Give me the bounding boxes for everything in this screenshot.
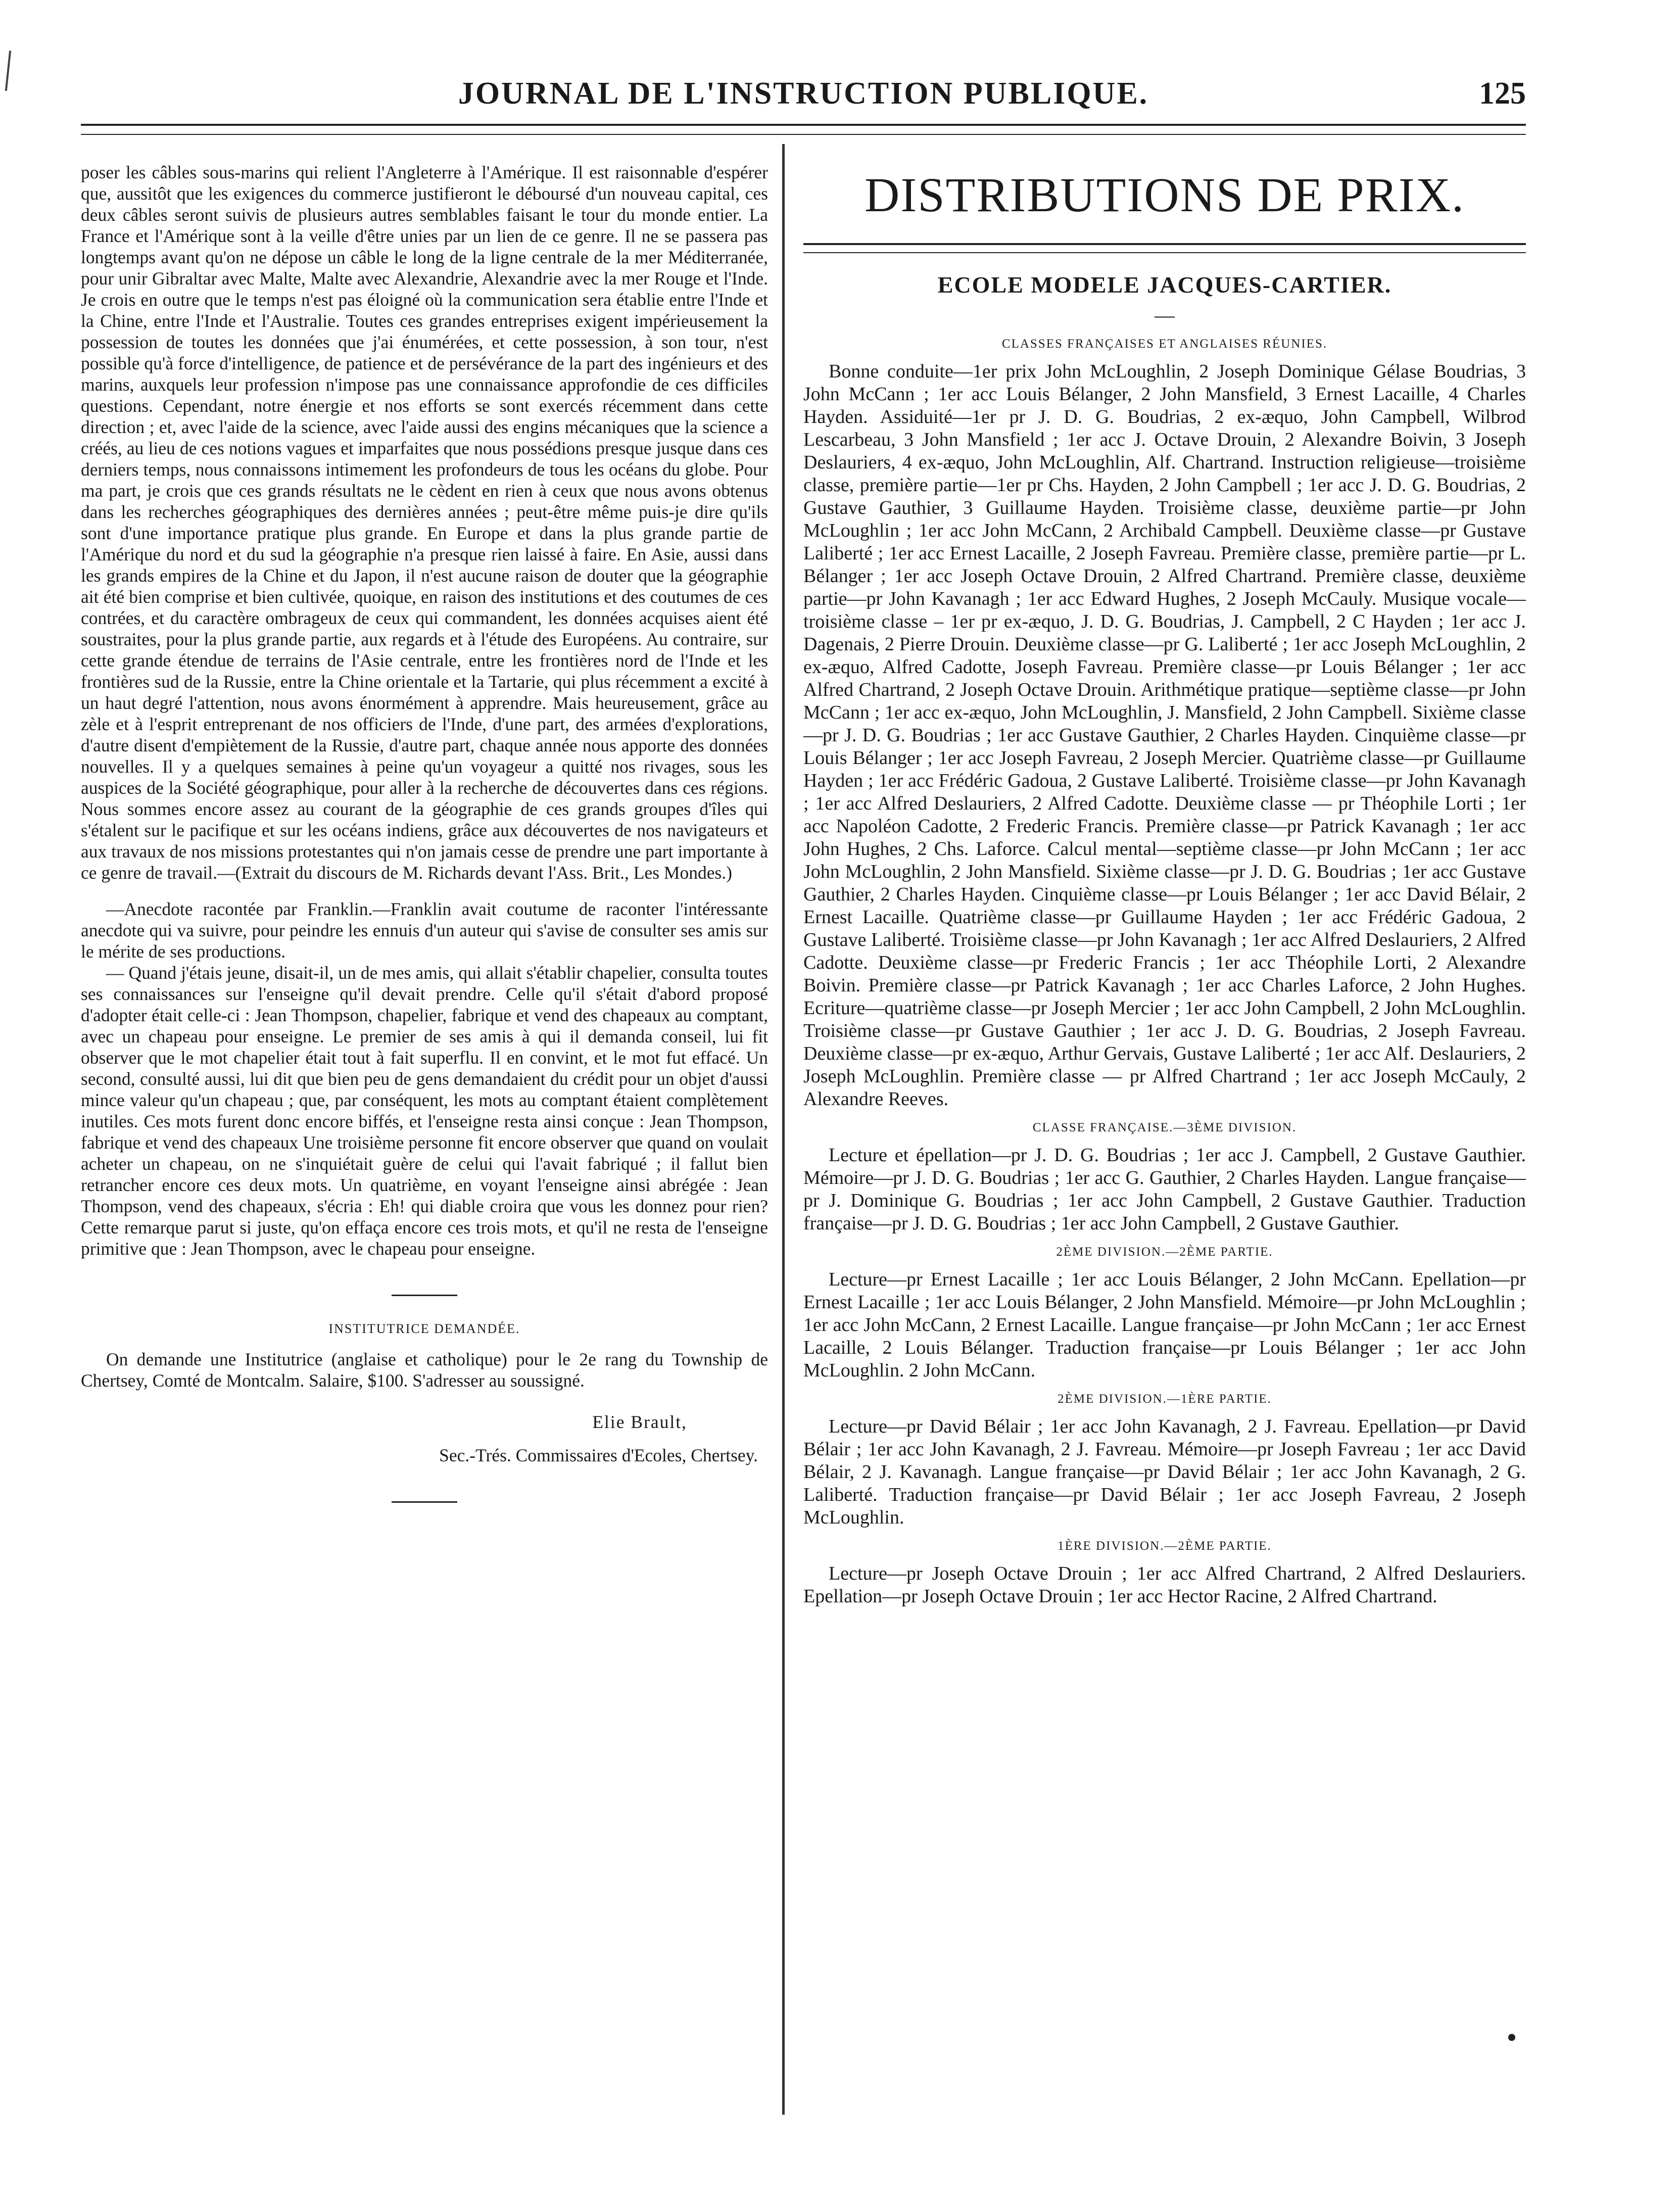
prize-list: Lecture—pr Ernest Lacaille ; 1er acc Louis Bélanger, 2 John McCann. Epellation—pr Ernest Lacaille ; 1er acc Louis Bélanger, 2 John Mansfield. Mémoire—pr John McLoughlin ; 1er acc John McCann, 2 Ernest Lacaille. Langue française—pr John McCann ; 1er acc Ernest Lacaille, 2 Louis Bélanger. Traduction française—pr Louis Bélanger ; 1er acc John McLoughlin. 2 John McCann.: [803, 1269, 1526, 1381]
prize-list: Lecture—pr Joseph Octave Drouin ; 1er acc Alfred Chartrand, 2 Alfred Deslauriers. Epellation—pr Joseph Octave Drouin ; 1er acc Hector Racine, 2 Alfred Chartrand.: [803, 1563, 1526, 1607]
right-column: [803, 162, 1526, 1608]
page-edge-mark: [5, 51, 11, 91]
section-label: CLASSE FRANÇAISE.—3ÈME DIVISION.: [1032, 1121, 1297, 1134]
section-label: CLASSES FRANÇAISES ET ANGLAISES RÉUNIES.: [1001, 337, 1328, 351]
prize-list: Bonne conduite—1er prix John McLoughlin, 2 Joseph Dominique Gélase Boudrias, 3 John McCann ; 1er acc Louis Bélanger, 2 John Mansfield, 3 Ernest Lacaille, 4 Charles Hayden. Assiduité—1er pr J. D. G. Boudrias, 2 ex-æquo, John Campbell, Wilbrod Lescarbeau, 3 John Mansfield ; 1er acc J. Octave Drouin, 2 Alexandre Boivin, 3 Joseph Deslauriers, 4 ex-æquo, John McLoughlin, Alf. Chartrand. Instruction religieuse—troisième classe, première partie—1er pr Chs. Hayden, 2 John Campbell ; 1er acc J. D. G. Boudrias, 2 Gustave Gauthier, 3 Guillaume Hayden. Troisième classe, deuxième partie—pr John McLoughlin ; 1er acc John McCann, 2 Archibald Campbell. Deuxième classe—pr Gustave Laliberté ; 1er acc Ernest Lacaille, 2 Joseph Favreau. Première classe, première partie—pr L. Bélanger ; 1er acc Joseph Octave Drouin, 2 Alfred Chartrand. Première classe, deuxième partie—pr John Kavanagh ; 1er acc Edward Hughes, 2 Joseph McCauly. Musique vocale—troisième classe – 1er pr ex-æquo, J. D. G. Boudrias, J. Campbell, 2 C Hayden ; 1er acc J. Dagenais, 2 Pierre Drouin. Deuxième classe—pr G. Laliberté ; 1er acc Joseph McLoughlin, 2 ex-æquo, Alfred Cadotte, Joseph Favreau. Première classe—pr Louis Bélanger ; 1er acc Alfred Chartrand, 2 Joseph Octave Drouin. Arithmétique pratique—septième classe—pr John McCann ; 1er acc ex-æquo, John McLoughlin, J. Mansfield, 2 John Campbell. Sixième classe—pr J. D. G. Boudrias ; 1er acc Gustave Gauthier, 2 Charles Hayden. Cinquième classe—pr Louis Bélanger ; 1er acc Joseph Favreau, 2 Joseph Mercier. Quatrième classe—pr Guillaume Hayden ; 1er acc Frédéric Gadoua, 2 Gustave Laliberté. Troisième classe—pr John Kavanagh ; 1er acc Alfred Deslauriers, 2 Alfred Cadotte. Deuxième classe — pr Théophile Lorti ; 1er acc Napoléon Cadotte, 2 Frederic Francis. Première classe—pr Patrick Kavanagh ; 1er acc John Hughes, 2 Chs. Laforce. Calcul mental—septième classe—pr John McCann ; 1er acc John McLoughlin, 2 John Mansfield. Sixième classe—pr J. D. G. Boudrias ; 1er acc Gustave Gauthier, 2 Charles Hayden. Cinquième classe—pr Louis Bélanger ; 1er acc David Bélair, 2 Ernest Lacaille. Quatrième classe—pr Guillaume Hayden ; 1er acc Frédéric Gadoua, 2 Gustave Laliberté. Troisième classe—pr John Kavanagh ; 1er acc Alfred Deslauriers, 2 Alfred Cadotte. Deuxième classe—pr Frederic Francis ; 1er acc Théophile Lorti, 2 Alexandre Boivin. Première classe—pr Patrick Kavanagh ; 1er acc Charles Laforce, 2 John Hughes. Ecriture—quatrième classe—pr Joseph Mercier ; 1er acc John Campbell, 2 John McLoughlin. Troisième classe—pr Gustave Gauthier ; 1er acc J. D. G. Boudrias, 2 Joseph Favreau. Deuxième classe—pr ex-æquo, Arthur Gervais, Gustave Laliberté ; 1er acc Alf. Deslauriers, 2 Joseph McLoughlin. Première classe — pr Alfred Chartrand ; 1er acc Joseph McCauly, 2 Alexandre Reeves.: [803, 361, 1526, 1110]
section-label: 2ÈME DIVISION.—1ÈRE PARTIE.: [1058, 1392, 1272, 1406]
ink-dot: [1508, 2034, 1515, 2041]
section-title: DISTRIBUTIONS DE PRIX.: [864, 168, 1465, 222]
section-divider: [392, 1295, 457, 1296]
title-dash: —: [1155, 304, 1175, 326]
notice-text: On demande une Institutrice (anglaise et catholique) pour le 2e rang du Township de Chertsey, Comté de Montcalm. Salaire, $100. S'adresser au soussigné.: [81, 1349, 768, 1391]
signature-name: Elie Brault,: [592, 1412, 687, 1432]
section-label: 1ÈRE DIVISION.—2ÈME PARTIE.: [1058, 1539, 1272, 1553]
left-column: [81, 162, 768, 1528]
column-divider: [782, 144, 785, 2115]
running-title: JOURNAL DE L'INSTRUCTION PUBLIQUE.: [458, 76, 1149, 111]
article-geography: poser les câbles sous-marins qui relient l'Angleterre à l'Amérique. Il est raisonnable d'espérer que, aussitôt que les exigences du commerce justifieront le déboursé d'un nouveau capital, ces deux câbles seront suivis de plusieurs autres semblables faisant le tour du monde entier. La France et l'Amérique sont à la veille d'être unies par un lien de ce genre. Il ne se passera pas longtemps avant qu'on ne dépose un câble le long de la ligne centrale de la mer Méditerranée, pour unir Gibraltar avec Malte, Malte avec Alexandrie, Alexandrie avec la mer Rouge et l'Inde. Je crois en outre que le temps n'est pas éloigné où la communication sera établie entre l'Inde et la Chine, entre l'Inde et l'Australie. Toutes ces grandes entreprises exigent impérieusement la possession de toutes les données que j'ai énumérées, et cette possession, à son tour, n'est possible qu'à force d'intelligence, de patience et de persévérance de la part des ingénieurs et des marins, auxquels leur profession n'impose pas une connaissance approfondie de ces difficiles questions. Cependant, notre énergie et nos efforts se sont exercés récemment dans cette direction ; et, avec l'aide de la science, avec l'aide aussi des engins mécaniques que la science a créés, au lieu de ces notions vagues et imparfaites que nous possédions presque jusque dans ces derniers temps, nous connaissons intimement les profondeurs de tous les océans du globe. Pour ma part, je crois que ces grands résultats ne le cèdent en rien à ceux que nous avons obtenus dans les recherches géographiques des dernières années ; peut-être même puis-je dire qu'ils sont d'une importance pratique plus grande. En Europe et dans la plus grande partie de l'Amérique du nord et du sud la géographie n'a presque rien laissé à faire. En Asie, aussi dans les grands empires de la Chine et du Japon, il n'est aucune raison de douter que la géographie ait été bien comprise et bien cultivée, quoique, en raison des institutions et des coutumes de ces contrées, et du caractère ombrageux de ceux qui commandent, les données acquises aient été soustraites, pour la plus grande partie, aux regards et à l'étude des Européens. Au contraire, sur cette grande étendue de terrains de l'Asie centrale, entre les frontières nord de l'Inde et les frontières sud de la Russie, entre la Chine orientale et la Tartarie, qui plus récemment a excité à un haut degré l'attention, nous avons énormément à apprendre. Mais heureusement, grâce au zèle et à l'esprit entreprenant de nos officiers de l'Inde, d'une part, des armées d'explorations, d'autre disent d'empiètement de la Russie, d'autre part, chaque année nous apporte des données nouvelles. Il y a quelques semaines à peine qu'un voyageur a quitté nos rivages, sous les auspices de la Société géographique, pour aller à la recherche de découvertes dans ces régions. Nous sommes encore assez au courant de la géographie de ces grands groupes d'îles qui s'étalent sur le pacifique et sur les océans indiens, grâce aux découvertes de nos navigateurs et aux travaux de nos missions protestantes qui n'on jamais cesse de prendre une part importante à ce genre de travail.—(Extrait du discours de M. Richards devant l'Ass. Brit., Les Mondes.): [81, 162, 768, 883]
anecdote-body: — Quand j'étais jeune, disait-il, un de mes amis, qui allait s'établir chapelier, consulta toutes ses connaissances sur l'enseigne qu'il devait prendre. Celle qu'il s'était d'abord proposé d'adopter était celle-ci : Jean Thompson, chapelier, fabrique et vend des chapeaux au comptant, avec un chapeau pour enseigne. Le premier de ses amis à qui il demanda conseil, lui fit observer que le mot chapelier était tout à fait superflu. Il en convint, et le mot fut effacé. Un second, consulté aussi, lui dit que bien peu de gens demandaient du crédit pour un objet d'aussi mince valeur qu'un chapeau ; que, par conséquent, les mots au comptant étaient complètement inutiles. Ces mots furent donc encore biffés, et l'enseigne resta ainsi conçue : Jean Thompson, fabrique et vend des chapeaux Une troisième personne fit encore observer que quand on voulait acheter un chapeau, on ne s'inquiétait guère de celui qui l'avait fabriqué ; il fallut bien retrancher encore ces deux mots. Un quatrième, en voyant l'enseigne ainsi abrégée : Jean Thompson, vend des chapeaux, s'écria : Eh! qui diable croira que vous les donnez pour rien? Cette remarque parut si juste, qu'on effaça encore ces trois mots, et qu'il ne resta de l'enseigne primitive que : Jean Thompson, avec le chapeau pour enseigne.: [81, 963, 768, 1259]
signature-role: Sec.-Trés. Commissaires d'Ecoles, Chertsey.: [439, 1445, 758, 1465]
section-label: 2ÈME DIVISION.—2ÈME PARTIE.: [1056, 1245, 1273, 1259]
prize-list: Lecture et épellation—pr J. D. G. Boudrias ; 1er acc J. Campbell, 2 Gustave Gauthier. Mémoire—pr J. D. G. Boudrias ; 1er acc G. Gauthier, 2 Charles Hayden. Langue française—pr J. Dominique G. Boudrias ; 1er acc John Campbell, 2 Gustave Gauthier. Traduction française—pr J. D. G. Boudrias ; 1er acc John Campbell, 2 Gustave Gauthier.: [803, 1145, 1526, 1234]
header-rule: [81, 124, 1526, 135]
page-number: 125: [1479, 76, 1526, 111]
title-rule: [803, 243, 1526, 253]
anecdote-intro: —Anecdote racontée par Franklin.—Franklin avait coutume de raconter l'intéressante anecdote qui va suivre, pour peindre les ennuis d'un auteur qui s'avise de consulter ses amis sur le mérite de ses productions.: [81, 899, 768, 962]
notice-heading: INSTITUTRICE DEMANDÉE.: [328, 1321, 520, 1336]
page-header: [81, 76, 1526, 116]
section-divider-bottom: [392, 1501, 457, 1503]
school-title: ECOLE MODELE JACQUES-CARTIER.: [937, 272, 1392, 298]
prize-list: Lecture—pr David Bélair ; 1er acc John Kavanagh, 2 J. Favreau. Epellation—pr David Bélair ; 1er acc John Kavanagh, 2 J. Favreau. Mémoire—pr Joseph Favreau ; 1er acc David Bélair, 2 J. Kavanagh. Langue française—pr David Bélair ; 1er acc John Kavanagh, 2 G. Laliberté. Traduction française—pr David Bélair ; 1er acc Joseph Favreau, 2 Joseph McLoughlin.: [803, 1416, 1526, 1528]
